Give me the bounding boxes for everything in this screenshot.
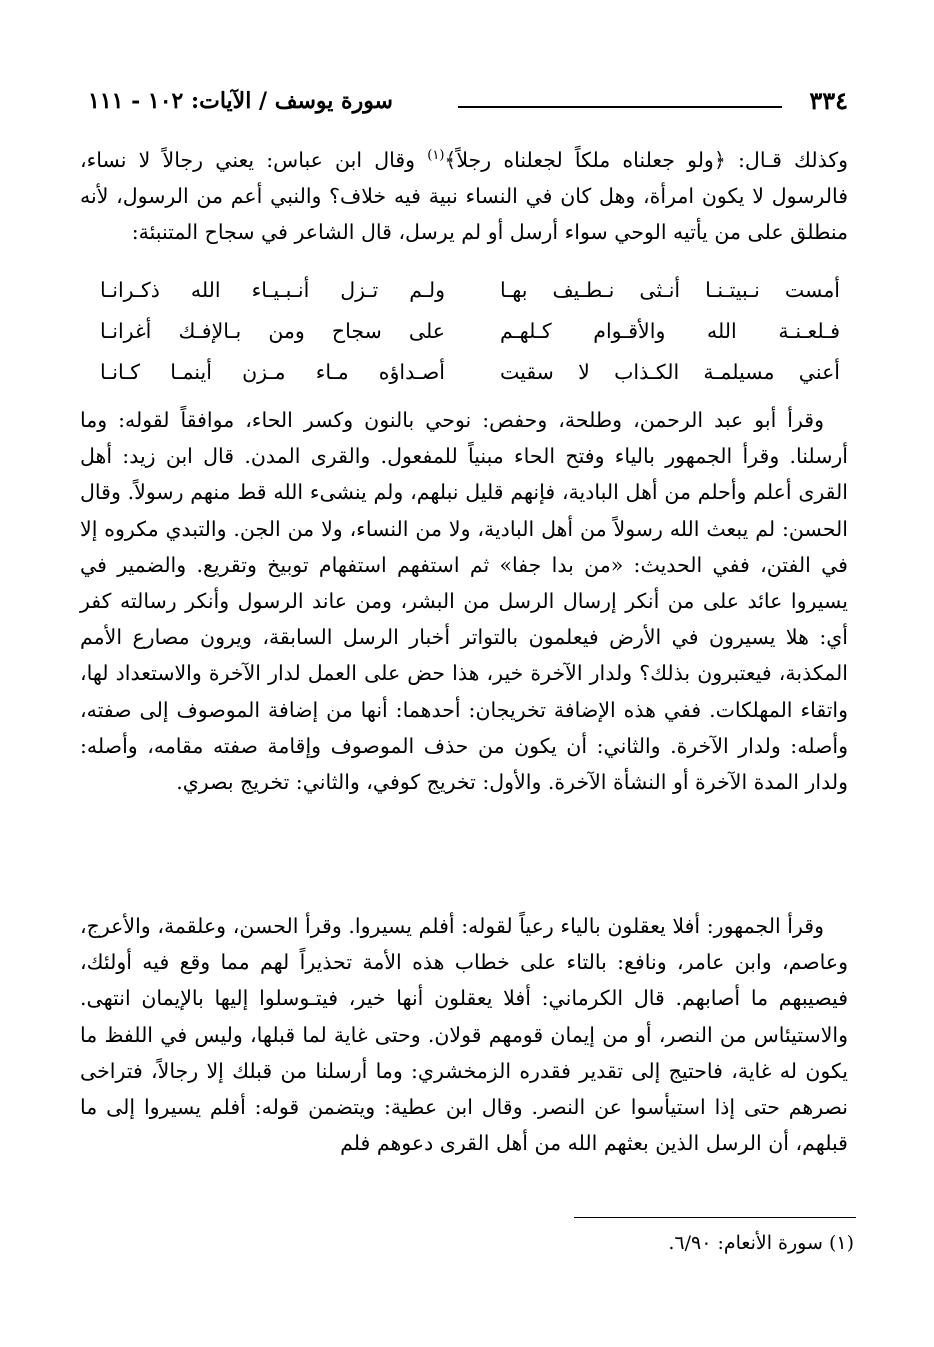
paragraph-intro-rest: وقال ابن عباس: يعني رجالاً لا نساء، فالرسول لا يكون امرأة، وهل كان في النساء نبية فيه خلاف؟ والنبي أعم من الرسول، لأنه منطلق على من يأتيه الوحي سواء أرسل أو لم يرسل، قال الشاعر في سجاح المتنبئة:	[80, 148, 848, 245]
paragraph-readings-text: وقرأ أبو عبد الرحمن، وطلحة، وحفص: نوحي بالنون وكسر الحاء، موافقاً لقوله: وما أرسلنا. وقرأ الجمهور بالياء وفتح الحاء مبنياً للمفعول. والقرى المدن. قال ابن زيد: أهل القرى أعلم وأحلم من أهل البادية، فإنهم قليل نبلهم، ولم ينشىء الله قط منهم رسولاً. وقال الحسن: لم يبعث الله رسولاً من أهل البادية، ولا من النساء، ولا من الجن. والتبدي مكروه إلا في الفتن، ففي الحديث: «من بدا جفا» ثم استفهم استفهام توبيخ وتقريع. والضمير في يسيروا عائد على من أنكر إرسال الرسل من البشر، ومن عاند الرسول وأنكر رسالته كفر أي: هلا يسيرون في الأرض فيعلمون بالتواتر أخبار الرسل السابقة، ويرون مصارع الأمم المكذبة، فيعتبرون بذلك؟ ولدار الآخرة خير، هذا حض على العمل لدار الآخرة والاستعداد لها، واتقاء المهلكات. ففي هذه الإضافة تخريجان: أحدهما: أنها من إضافة الموصوف إلى صفته، وأصله: ولدار الآخرة. والثاني: أن يكون من حذف الموصوف وإقامة صفته مقامه، وأصله: ولدار المدة الآخرة أو النشأة الآخرة. والأول: تخريج كوفي، والثاني: تخريج بصري.	[80, 408, 848, 795]
header-title: سورة يوسف / الآيات: ١٠٢ - ١١١	[88, 88, 393, 114]
verse-second-hemistich: على سجاح ومن بـالإفـك أغرانـا	[100, 319, 445, 343]
footnote-ref: (١)	[427, 148, 445, 164]
header-rule	[458, 106, 782, 108]
paragraph-commentary-text: وقرأ الجمهور: أفلا يعقلون بالياء رعياً لقوله: أفلم يسيروا. وقرأ الحسن، وعلقمة، والأعرج، وعاصم، وابن عامر، ونافع: بالتاء على خطاب هذه الأمة تحذيراً لهم مما وقع فيه أولئك، فيصيبهم ما أصابهم. قال الكرماني: أفلا يعقلون أنها خير، فيتـوسلوا إليها بالإيمان انتهى. والاستيئاس من النصر، أو من إيمان قومهم قولان. وحتى غاية لما قبلها، وليس في اللفظ ما يكون له غاية، فاحتيج إلى تقدير فقدره الزمخشري: وما أرسلنا من قبلك إلا رجالاً، فتراخى نصرهم حتى إذا استيأسوا عن النصر. وقال ابن عطية: ويتضمن قوله: أفلم يسيروا إلى ما قبلهم، أن الرسل الذين بعثهم الله من أهل القرى دعوهم فلم	[80, 914, 848, 1156]
running-header	[88, 86, 848, 116]
verse-second-hemistich: ولـم تـزل أنـبـيـاء الله ذكـرانـا	[100, 278, 445, 302]
poem-verse	[100, 311, 840, 352]
poem	[100, 270, 840, 393]
verse-first-hemistich: أعني مسيلمـة الكـذاب لا سقيت	[500, 360, 840, 384]
paragraph-readings	[80, 402, 848, 800]
verse-second-hemistich: أصـداؤه مـاء مـزن أينمـا كـانـا	[100, 360, 445, 384]
poem-verse	[100, 352, 840, 393]
paragraph-intro-start: وكذلك قـال: ﴿ولو جعلناه ملكاً لجعلناه رجلاً﴾	[444, 148, 848, 172]
verse-first-hemistich: فـلعـنـة الله والأقـوام كـلهـم	[500, 319, 840, 343]
verse-first-hemistich: أمست نـبيتـنـا أنـثى نـطـيف بهـا	[500, 278, 840, 302]
page-number: ٣٣٤	[809, 86, 848, 115]
footnote: (١) سورة الأنعام: ٦/٩٠.	[668, 1232, 854, 1254]
paragraph-intro	[80, 142, 848, 251]
poem-verse	[100, 270, 840, 311]
footnote-rule	[574, 1217, 856, 1218]
paragraph-commentary	[80, 908, 848, 1161]
